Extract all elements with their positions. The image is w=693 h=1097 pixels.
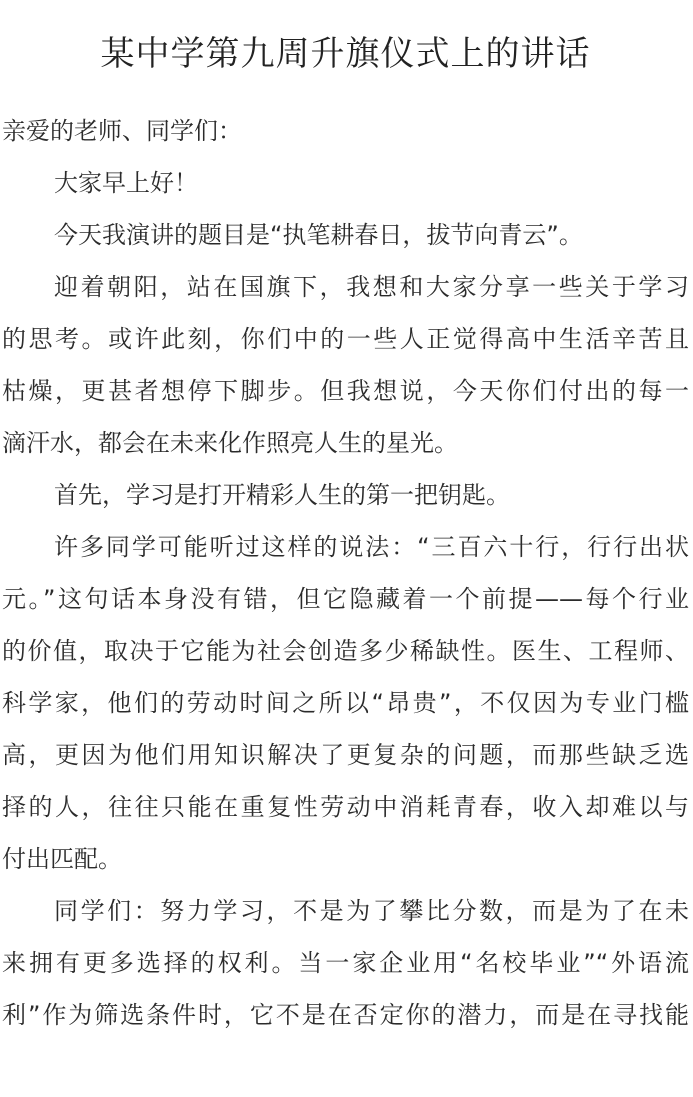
text-line: 同学们：努力学习，不是为了攀比分数，而是为了在未 <box>54 897 689 925</box>
text-line: 滴汗水，都会在未来化作照亮人生的星光。 <box>2 429 458 457</box>
text-line: 首先，学习是打开精彩人生的第一把钥匙。 <box>54 481 510 509</box>
text-line: 的思考。或许此刻，你们中的一些人正觉得高中生活辛苦且 <box>2 325 689 353</box>
text-line: 大家早上好！ <box>54 169 198 197</box>
speech-body <box>2 105 689 1041</box>
text-line: 高，更因为他们用知识解决了更复杂的问题，而那些缺乏选 <box>2 741 689 769</box>
text-line: 亲爱的老师、同学们： <box>2 117 242 145</box>
text-line: 今天我演讲的题目是“执笔耕春日，拔节向青云”。 <box>54 221 583 249</box>
text-line: 来拥有更多选择的权利。当一家企业用“名校毕业”“外语流 <box>2 949 689 977</box>
text-line: 许多同学可能听过这样的说法：“三百六十行，行行出状 <box>54 533 689 561</box>
text-line: 元。”这句话本身没有错，但它隐藏着一个前提——每个行业 <box>2 585 689 613</box>
text-line: 枯燥，更甚者想停下脚步。但我想说，今天你们付出的每一 <box>2 377 689 405</box>
text-line: 利”作为筛选条件时，它不是在否定你的潜力，而是在寻找能 <box>2 1001 689 1029</box>
text-line: 的价值，取决于它能为社会创造多少稀缺性。医生、工程师、 <box>2 637 689 665</box>
text-line: 迎着朝阳，站在国旗下，我想和大家分享一些关于学习 <box>54 273 689 301</box>
text-line: 科学家，他们的劳动时间之所以“昂贵”，不仅因为专业门槛 <box>2 689 689 717</box>
text-line: 付出匹配。 <box>2 845 122 873</box>
document-title: 某中学第九周升旗仪式上的讲话 <box>100 34 591 74</box>
text-line: 择的人，往往只能在重复性劳动中消耗青春，收入却难以与 <box>2 793 689 821</box>
